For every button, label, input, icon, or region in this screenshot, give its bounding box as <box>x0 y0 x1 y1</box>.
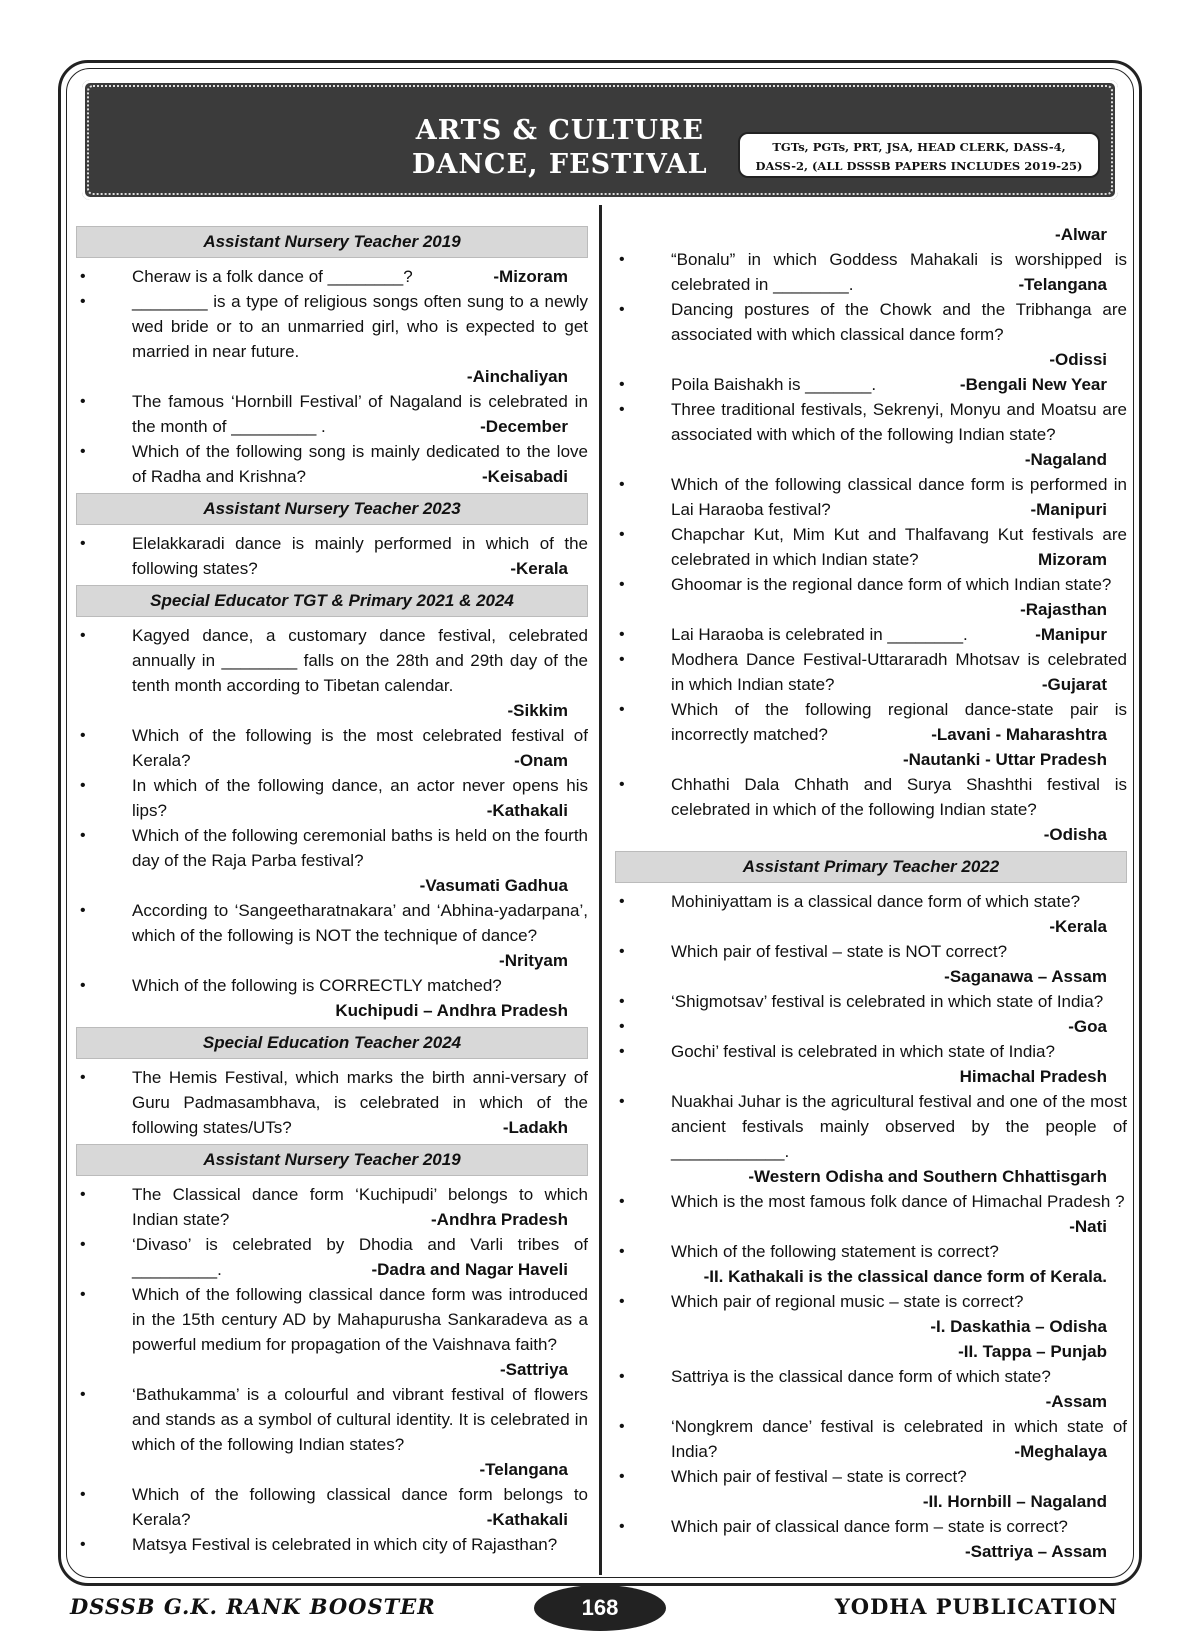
question-text: Kagyed dance, a customary dance festival, celebrated annually in ________ falls on the 28th and 29th day of the tenth month according to Tibetan calendar. <box>132 626 588 695</box>
answer: -Kathakali <box>486 1510 568 1529</box>
question-item <box>615 522 1127 572</box>
question-text: According to ‘Sangeetharatnakara’ and ‘Abhina-yadarpana’, which of the following is NOT the technique of dance? <box>132 901 588 945</box>
question-text: The famous ‘Hornbill Festival’ of Nagaland is celebrated in the month of _________ . <box>132 392 588 436</box>
question-item <box>615 472 1127 522</box>
question-item <box>76 1532 588 1557</box>
question-text: Which of the following regional dance-state pair is incorrectly matched? <box>671 700 1127 744</box>
bullet-icon: • <box>80 1286 86 1303</box>
question-text: Which of the following classical dance form belongs to Kerala? <box>132 1485 588 1529</box>
question-text: ________ is a type of religious songs often sung to a newly wed bride or to an unmarried girl, who is expected to get married in near future. <box>132 292 588 361</box>
exam-list-line1: TGTs, PGTs, PRT, JSA, HEAD CLERK, DASS-4, <box>772 140 1066 154</box>
bullet-icon: • <box>80 1486 86 1503</box>
question-item <box>76 1282 588 1382</box>
answer: -I. Daskathia – Odisha <box>930 1317 1107 1336</box>
question-item <box>76 898 588 973</box>
bullet-icon: • <box>619 1093 625 1110</box>
answer: -Sattriya <box>499 1360 568 1379</box>
bullet-icon: • <box>80 443 86 460</box>
question-item <box>615 372 1127 397</box>
page-number: 168 <box>534 1585 666 1631</box>
question-text: Which pair of regional music – state is correct? <box>671 1292 1024 1311</box>
bullet-icon: • <box>619 893 625 910</box>
bullet-icon: • <box>80 1536 86 1553</box>
section-heading: Assistant Nursery Teacher 2019 <box>76 226 588 258</box>
bullet-icon: • <box>619 1293 625 1310</box>
answer: -Odisha <box>1043 825 1107 844</box>
bullet-icon: • <box>80 1236 86 1253</box>
question-item <box>615 297 1127 347</box>
question-item <box>615 939 1127 964</box>
question-item <box>76 1382 588 1457</box>
question-text: Which is the most famous folk dance of Himachal Pradesh ? <box>671 1192 1125 1211</box>
bullet-icon: • <box>619 1368 625 1385</box>
left-column <box>76 222 588 1557</box>
answer: -Rajasthan <box>1020 600 1107 619</box>
bullet-icon: • <box>80 727 86 744</box>
answer: -Sattriya – Assam <box>964 1542 1107 1561</box>
question-text: The Classical dance form ‘Kuchipudi’ belongs to which Indian state? <box>132 1185 588 1229</box>
question-item <box>615 622 1127 647</box>
bullet-icon: • <box>80 1186 86 1203</box>
bullet-icon: • <box>619 651 625 668</box>
question-item <box>615 772 1127 822</box>
bullet-icon: • <box>80 1386 86 1403</box>
book-title: DSSSB G.K. RANK BOOSTER <box>70 1594 436 1619</box>
question-text: Which of the following classical dance form was introduced in the 15th century AD by Mahapurusha Sankaradeva as a powerful medium for propagation of the Vaishnava faith? <box>132 1285 588 1354</box>
bullet-icon: • <box>619 626 625 643</box>
answer: -Alwar <box>1055 225 1107 244</box>
section-heading: Assistant Primary Teacher 2022 <box>615 851 1127 883</box>
question-item <box>615 889 1127 914</box>
bullet-icon: • <box>619 1018 625 1035</box>
right-column <box>615 222 1127 1564</box>
answer: -Nrityam <box>499 951 568 970</box>
question-text: Which of the following song is mainly dedicated to the love of Radha and Krishna? <box>132 442 588 486</box>
answer: -Western Odisha and Southern Chhattisgarh <box>748 1167 1107 1186</box>
bullet-icon: • <box>619 1193 625 1210</box>
question-item <box>615 1089 1127 1164</box>
question-item <box>76 823 588 873</box>
question-text: Matsya Festival is celebrated in which city of Rajasthan? <box>132 1535 558 1554</box>
bullet-icon: • <box>80 535 86 552</box>
question-text: Mohiniyattam is a classical dance form of which state? <box>671 892 1081 911</box>
exam-list-box <box>738 132 1100 178</box>
question-text: Which pair of classical dance form – state is correct? <box>671 1517 1068 1536</box>
question-text: “Bonalu” in which Goddess Mahakali is worshipped is celebrated in ________. <box>671 250 1127 294</box>
question-item <box>615 647 1127 697</box>
question-item <box>76 389 588 439</box>
bullet-icon: • <box>80 627 86 644</box>
section-heading: Assistant Nursery Teacher 2023 <box>76 493 588 525</box>
question-text: Chapchar Kut, Mim Kut and Thalfavang Kut festivals are celebrated in which Indian state? <box>671 525 1127 569</box>
answer: -Nati <box>1069 1217 1107 1236</box>
answer: -Gujarat <box>1041 675 1107 694</box>
question-item <box>615 1189 1127 1214</box>
answer: -December <box>480 417 568 436</box>
bullet-icon: • <box>619 301 625 318</box>
answer: -Dadra and Nagar Haveli <box>371 1260 568 1279</box>
answer: -Telangana <box>479 1460 568 1479</box>
answer: -Ainchaliyan <box>466 367 568 386</box>
answer: -Lavani - Maharashtra <box>931 725 1107 744</box>
question-text: Lai Haraoba is celebrated in ________. <box>671 625 968 644</box>
bullet-icon: • <box>80 1069 86 1086</box>
bullet-icon: • <box>619 476 625 493</box>
section-heading: Special Educator TGT & Primary 2021 & 2024 <box>76 585 588 617</box>
bullet-icon: • <box>619 1518 625 1535</box>
question-item <box>76 264 588 289</box>
question-text: Nuakhai Juhar is the agricultural festival and one of the most ancient festivals mainly observed by the people of ____________. <box>671 1092 1127 1161</box>
question-text: Poila Baishakh is _______. <box>671 375 877 394</box>
question-text: ‘Shigmotsav’ festival is celebrated in which state of India? <box>671 992 1104 1011</box>
question-text: ‘Nongkrem dance’ festival is celebrated in which state of India? <box>671 1417 1127 1461</box>
bullet-icon: • <box>619 943 625 960</box>
question-text: In which of the following dance, an actor never opens his lips? <box>132 776 588 820</box>
question-text: Dancing postures of the Chowk and the Tribhanga are associated with which classical dance form? <box>671 300 1127 344</box>
question-item <box>615 572 1127 622</box>
answer: Kuchipudi – Andhra Pradesh <box>335 1001 568 1020</box>
question-item <box>76 723 588 773</box>
question-text: Chhathi Dala Chhath and Surya Shashthi festival is celebrated in which of the following Indian state? <box>671 775 1127 819</box>
question-text: Which pair of festival – state is correct? <box>671 1467 967 1486</box>
answer: -II. Kathakali is the classical dance form of Kerala. <box>703 1267 1107 1286</box>
bullet-icon: • <box>80 902 86 919</box>
question-item <box>615 1414 1127 1464</box>
answer: -Kerala <box>1049 917 1107 936</box>
section-heading: Assistant Nursery Teacher 2019 <box>76 1144 588 1176</box>
question-text: Which of the following is the most celebrated festival of Kerala? <box>132 726 588 770</box>
chapter-title-line2: DANCE, FESTIVAL <box>412 149 708 180</box>
answer: -Kathakali <box>486 801 568 820</box>
bullet-icon: • <box>80 777 86 794</box>
answer: -Meghalaya <box>1014 1442 1107 1461</box>
answer: -Bengali New Year <box>959 375 1107 394</box>
question-item <box>76 773 588 823</box>
answer: -Odissi <box>1049 350 1107 369</box>
section-heading: Special Education Teacher 2024 <box>76 1027 588 1059</box>
bullet-icon: • <box>80 268 86 285</box>
bullet-icon: • <box>619 776 625 793</box>
bullet-icon: • <box>619 701 625 718</box>
answer: -Telangana <box>1018 275 1107 294</box>
answer: Mizoram <box>1038 550 1107 569</box>
question-item <box>615 1239 1127 1264</box>
bullet-icon: • <box>80 977 86 994</box>
question-item <box>76 439 588 489</box>
answer: -Ladakh <box>502 1118 568 1137</box>
question-text: Elelakkaradi dance is mainly performed in which of the following states? <box>132 534 588 578</box>
chapter-title <box>412 114 708 182</box>
answer: -Kerala <box>510 559 568 578</box>
bullet-icon: • <box>619 1418 625 1435</box>
answer: -Andhra Pradesh <box>431 1210 568 1229</box>
question-item <box>615 1289 1127 1314</box>
question-text: Which of the following statement is correct? <box>671 1242 999 1261</box>
question-text: Which of the following ceremonial baths is held on the fourth day of the Raja Parba festival? <box>132 826 588 870</box>
question-item <box>615 1014 1127 1039</box>
chapter-title-line1: ARTS & CULTURE <box>415 115 704 146</box>
question-text: Which pair of festival – state is NOT correct? <box>671 942 1008 961</box>
question-item <box>76 973 588 998</box>
question-text: Three traditional festivals, Sekrenyi, Monyu and Moatsu are associated with which of the following Indian state? <box>671 400 1127 444</box>
bullet-icon: • <box>619 1043 625 1060</box>
question-item <box>615 697 1127 747</box>
question-text: Which of the following is CORRECTLY matched? <box>132 976 502 995</box>
question-item <box>76 1232 588 1282</box>
answer: -II. Tappa – Punjab <box>958 1342 1107 1361</box>
bullet-icon: • <box>619 1468 625 1485</box>
answer: -Vasumati Gadhua <box>419 876 568 895</box>
answer: -Sikkim <box>507 701 568 720</box>
question-item <box>76 623 588 698</box>
question-item <box>615 1514 1127 1539</box>
question-item <box>615 1364 1127 1389</box>
question-item <box>76 289 588 364</box>
question-item <box>615 1039 1127 1064</box>
bullet-icon: • <box>80 293 86 310</box>
question-text: ‘Bathukamma’ is a colourful and vibrant festival of flowers and stands as a symbol of cultural identity. It is celebrated in which of the following Indian states? <box>132 1385 588 1454</box>
answer: -Nautanki - Uttar Pradesh <box>902 750 1107 769</box>
answer: -Assam <box>1045 1392 1107 1411</box>
question-text: Sattriya is the classical dance form of which state? <box>671 1367 1051 1386</box>
question-text: Which of the following classical dance form is performed in Lai Haraoba festival? <box>671 475 1127 519</box>
question-item <box>615 1464 1127 1489</box>
answer: -Onam <box>514 751 568 770</box>
question-item <box>615 989 1127 1014</box>
answer: -Manipuri <box>1030 500 1107 519</box>
question-text: ‘Divaso’ is celebrated by Dhodia and Varli tribes of _________. <box>132 1235 588 1279</box>
bullet-icon: • <box>80 393 86 410</box>
answer: -Saganawa – Assam <box>944 967 1107 986</box>
question-text: Gochi’ festival is celebrated in which state of India? <box>671 1042 1055 1061</box>
answer: -Keisabadi <box>482 467 568 486</box>
exam-list-line2: DASS-2, (ALL DSSSB PAPERS INCLUDES 2019-25) <box>755 159 1083 173</box>
bullet-icon: • <box>619 526 625 543</box>
question-item <box>76 531 588 581</box>
question-text: The Hemis Festival, which marks the birth anni-versary of Guru Padmasambhava, is celebrated in which of the following states/UTs? <box>132 1068 588 1137</box>
answer: Himachal Pradesh <box>959 1067 1107 1086</box>
bullet-icon: • <box>619 401 625 418</box>
answer: -Manipur <box>1035 625 1107 644</box>
question-item <box>76 1482 588 1532</box>
bullet-icon: • <box>80 827 86 844</box>
answer: -Mizoram <box>493 267 568 286</box>
question-item <box>615 397 1127 472</box>
bullet-icon: • <box>619 376 625 393</box>
bullet-icon: • <box>619 251 625 268</box>
answer: -Nagaland <box>1024 450 1107 469</box>
column-divider <box>599 205 602 1575</box>
bullet-icon: • <box>619 993 625 1010</box>
bullet-icon: • <box>619 576 625 593</box>
question-text: Cheraw is a folk dance of ________? <box>132 267 413 286</box>
answer: -Goa <box>1068 1017 1107 1036</box>
question-item <box>76 1182 588 1232</box>
question-item <box>76 1065 588 1140</box>
question-text: Modhera Dance Festival-Uttararadh Mhotsav is celebrated in which Indian state? <box>671 650 1127 694</box>
publisher-name: YODHA PUBLICATION <box>834 1594 1118 1619</box>
answer: -II. Hornbill – Nagaland <box>922 1492 1107 1511</box>
question-item <box>615 247 1127 297</box>
question-text: Ghoomar is the regional dance form of which Indian state? <box>671 575 1112 594</box>
bullet-icon: • <box>619 1243 625 1260</box>
chapter-banner <box>82 80 1118 200</box>
